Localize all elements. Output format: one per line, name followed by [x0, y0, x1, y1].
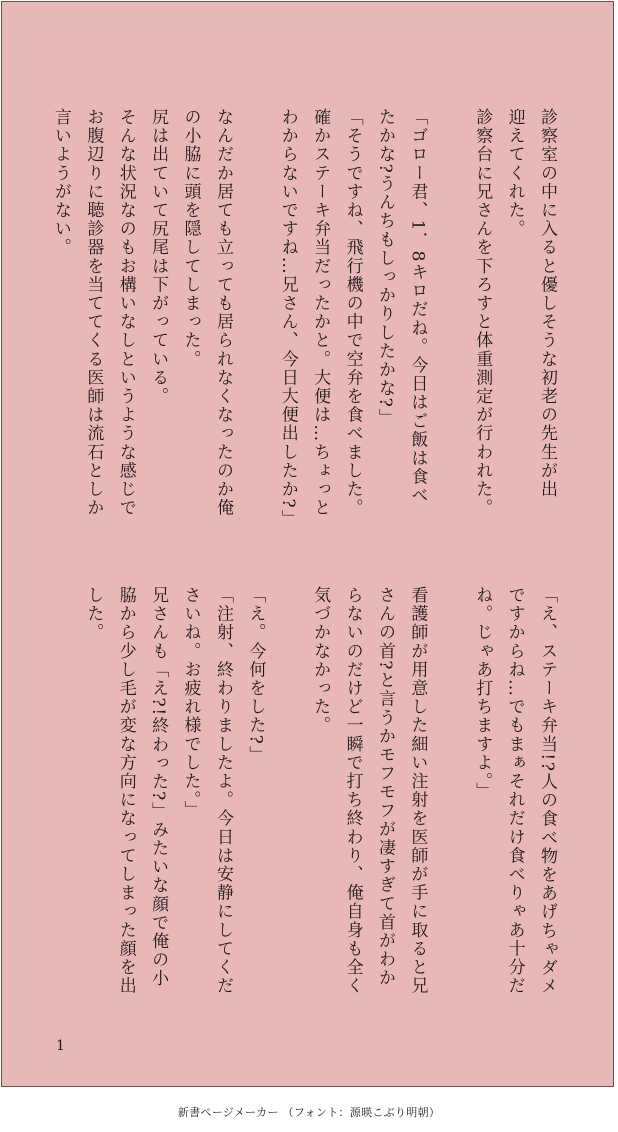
- page-number: 1: [56, 1038, 65, 1054]
- lower-text-block: 「え、ステーキ弁当!?人の食べ物をあげちゃダメ ですからね…でもまぁそれだけ食べりゃあ十分だ ね。じゃあ打ちますよ。」 看護師が用意した細い注射を医師が手に取ると兄 さんの首?と言うかモフモフが凄すぎて首がわか らないのだけど一瞬で打ち終わり、俺自身も全く 気づかなかった。 「え。今何をした?」 「注射、終わりましたよ。今日は安静にしてくだ さいね。お疲れ様でした。」 兄さんも「え?!終わった?」みたいな顔で俺の小 脇から少し毛が変な方向になってしまった顔を出 した。: [83, 586, 557, 996]
- novel-page-sheet: [1, 1, 614, 1087]
- footer-caption: 新書ページメーカー （フォント：源暎こぶり明朝）: [177, 1106, 441, 1119]
- upper-text-block: 診察室の中に入ると優しそうな初老の先生が出 迎えてくれた。 診察台に兄さんを下ろすと体重測定が行われた。 「ゴロー君、1．8キロだね。今日はご飯は食べ たかな?うんちもしっかりしたかな?」 「そうですね、飛行機の中で空弁を食べました。 確かステーキ弁当だったかと。大便は…ちょっと わからないですね…兄さん、今日大便出したか?」 なんだか居ても立っても居られなくなったのか俺 の小脇に頭を隠してしまった。 尻は出ていて尻尾は下がっている。 そんな状況なのもお構いなしというような感じで お腹辺りに聴診器を当ててくる医師は流石としか 言いようがない。: [50, 108, 557, 528]
